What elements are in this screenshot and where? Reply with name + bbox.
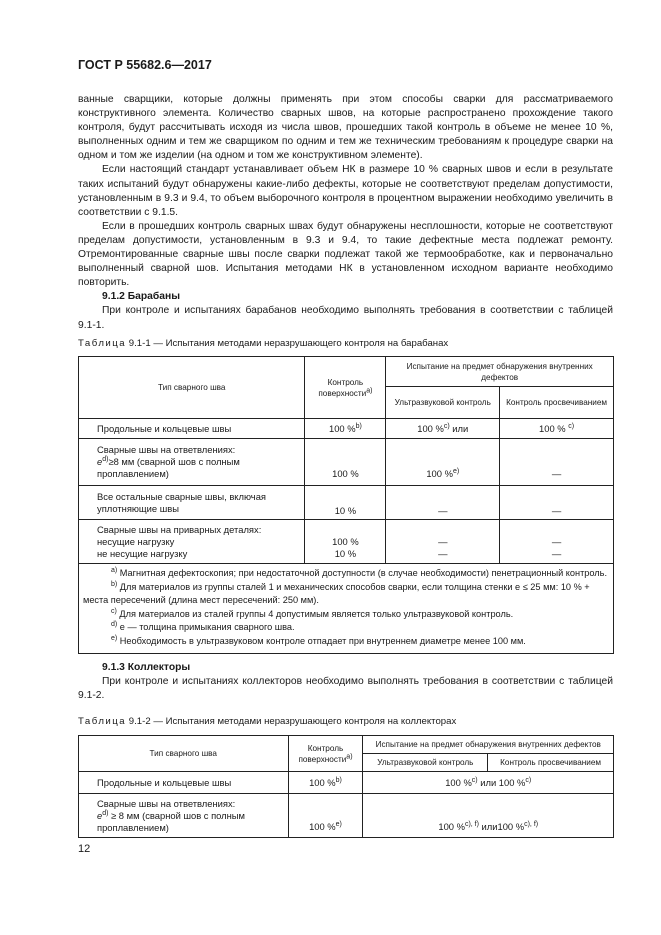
note-e: $^{e)}$ Необходимость в ультразвуковом контроле отпадает при внутреннем диаметре менее 100 мм. [111, 634, 526, 646]
cell-surface: 100 %$^{e)}$ [288, 794, 363, 838]
caption-word: Таблица [78, 338, 127, 349]
paragraph: ванные сварщики, которые должны применять при этом способы сварки для рассматриваемого конструктивного элемента. Количество сварных швов, на которые распространено прохождение такого контроля, будут рассчитывать исходя из числа швов, прошедших такой контроль в объеме не менее 10 %, выполненных одним и тем же сварщиком по одним и тем же техническим требованиям к процедуре сварки на одном и том же изделии (на одном и том же конструктивном элементе). [78, 94, 613, 162]
paragraph: Если настоящий стандарт устанавливает объем НК в размере 10 % сварных швов и если в результате таких испытаний будут обнаружены какие-либо дефекты, которые не соответствуют пределам допустимости, установленным в 9.3 и 9.4, то объем выборочного контроля в процентном выражении необходимо увеличить в соответствии с 9.1.5. [78, 164, 613, 218]
cell-radiographic: — [500, 439, 614, 486]
table-row [79, 772, 614, 794]
body-text-section-913 [78, 661, 613, 703]
ndt-table-headers [78, 735, 614, 838]
paragraph: При контроле и испытаниях коллекторов необходимо выполнять требования в соответствии с таблицей 9.1-2. [78, 676, 613, 702]
note-b: $^{b)}$ Для материалов из группы сталей 1 и механических способов сварки, если толщина стенки e ≤ 25 мм: 10 % + места пересечений (длина мест пересечений: 250 мм). [83, 580, 590, 606]
paragraph: При контроле и испытаниях барабанов необходимо выполнять требования в соответствии с таблицей 9.1-1. [78, 305, 613, 331]
table-notes [79, 564, 614, 654]
cell-ultrasonic: 100 %$^{c)}$ или [386, 419, 500, 439]
cell-surface: 100 %$^{b)}$ [288, 772, 363, 794]
cell-surface: 100 % [305, 439, 386, 486]
header-surface-control: Контроль поверхности$^{а)}$ [288, 736, 363, 772]
paragraph: Если в прошедших контроль сварных швах будут обнаружены несплошности, которые не соответствуют пределам допустимости, установленным в 9.3 и 9.4, то такие дефектные места подлежат ремонту. Отремонтированные сварные швы после сварки подлежат такой же термообработке, как и первоначально выполненный сварной шов. Испытания методами НК в установленном исходном варианте необходимо повторить. [78, 220, 613, 289]
table-caption [78, 338, 448, 349]
cell-radiographic: 100 % $^{c)}$ [500, 419, 614, 439]
table-row [79, 794, 614, 838]
table-row [79, 419, 614, 439]
header-surface-control: Контроль поверхности$^{а)}$ [305, 357, 386, 419]
section-heading-9-1-2: 9.1.2 Барабаны [102, 291, 181, 303]
page-number: 12 [78, 843, 91, 855]
header-radiographic: Контроль просвечиванием [500, 387, 614, 419]
cell-weld-type: Продольные и кольцевые швы [79, 419, 305, 439]
table-row [79, 486, 614, 520]
cell-surface: 100 % 10 % [305, 520, 386, 564]
standard-number: ГОСТ Р 55682.6—2017 [78, 58, 212, 72]
cell-ultrasonic: 100 %$^{e)}$ [386, 439, 500, 486]
cell-radiographic: — — [500, 520, 614, 564]
section-heading-9-1-3: 9.1.3 Коллекторы [102, 662, 191, 673]
caption-word: Таблица [78, 716, 127, 727]
cell-surface: 10 % [305, 486, 386, 520]
cell-weld-type: Сварные швы на приварных деталях: несущие нагрузку не несущие нагрузку [79, 520, 305, 564]
note-d: $^{d)}$ e — толщина примыкания сварного шва. [111, 621, 295, 633]
note-a: $^{а)}$ Магнитная дефектоскопия; при недостаточной доступности (в случае необходимости) пенетрационный контроль. [111, 566, 608, 578]
header-radiographic: Контроль просвечиванием [488, 754, 614, 772]
header-weld-type: Тип сварного шва [79, 357, 305, 419]
cell-surface: 100 %$^{b)}$ [305, 419, 386, 439]
table-notes-row [79, 564, 614, 654]
cell-weld-type: Все остальные сварные швы, включая уплотняющие швы [79, 486, 305, 520]
cell-internal-combined: 100 %$^{c)}$ или 100 %$^{c)}$ [363, 772, 614, 794]
header-ultrasonic: Ультразвуковой контроль [363, 754, 488, 772]
cell-ultrasonic: — — [386, 520, 500, 564]
header-internal-defects: Испытание на предмет обнаружения внутренних дефектов [386, 357, 614, 387]
header-weld-type: Тип сварного шва [79, 736, 289, 772]
cell-internal-combined: 100 %$^{c), f)}$ или100 %$^{c), f)}$ [363, 794, 614, 838]
header-ultrasonic: Ультразвуковой контроль [386, 387, 500, 419]
header-internal-defects: Испытание на предмет обнаружения внутренних дефектов [363, 736, 614, 754]
table-row [79, 439, 614, 486]
cell-radiographic: — [500, 486, 614, 520]
table-row [79, 520, 614, 564]
cell-ultrasonic: — [386, 486, 500, 520]
cell-weld-type: Продольные и кольцевые швы [79, 772, 289, 794]
note-c: $^{c)}$ Для материалов из сталей группы 4 допустимым является только ультразвуковой контроль. [111, 607, 514, 619]
cell-weld-type: Сварные швы на ответвлениях: $e^{d)}\ge 8$ мм (сварной шов с полным проплавлением) [79, 439, 305, 486]
caption-text: 9.1-2 — Испытания методами неразрушающего контроля на коллекторах [128, 716, 457, 727]
caption-text: 9.1-1 — Испытания методами неразрушающего контроля на барабанах [128, 338, 449, 349]
table-caption [78, 716, 456, 727]
body-text-top [78, 93, 613, 333]
cell-weld-type: Сварные швы на ответвлениях: $e^{d)} \ge 8$ мм (сварной шов с полным проплавлением) [79, 794, 289, 838]
ndt-table-drums [78, 356, 614, 654]
